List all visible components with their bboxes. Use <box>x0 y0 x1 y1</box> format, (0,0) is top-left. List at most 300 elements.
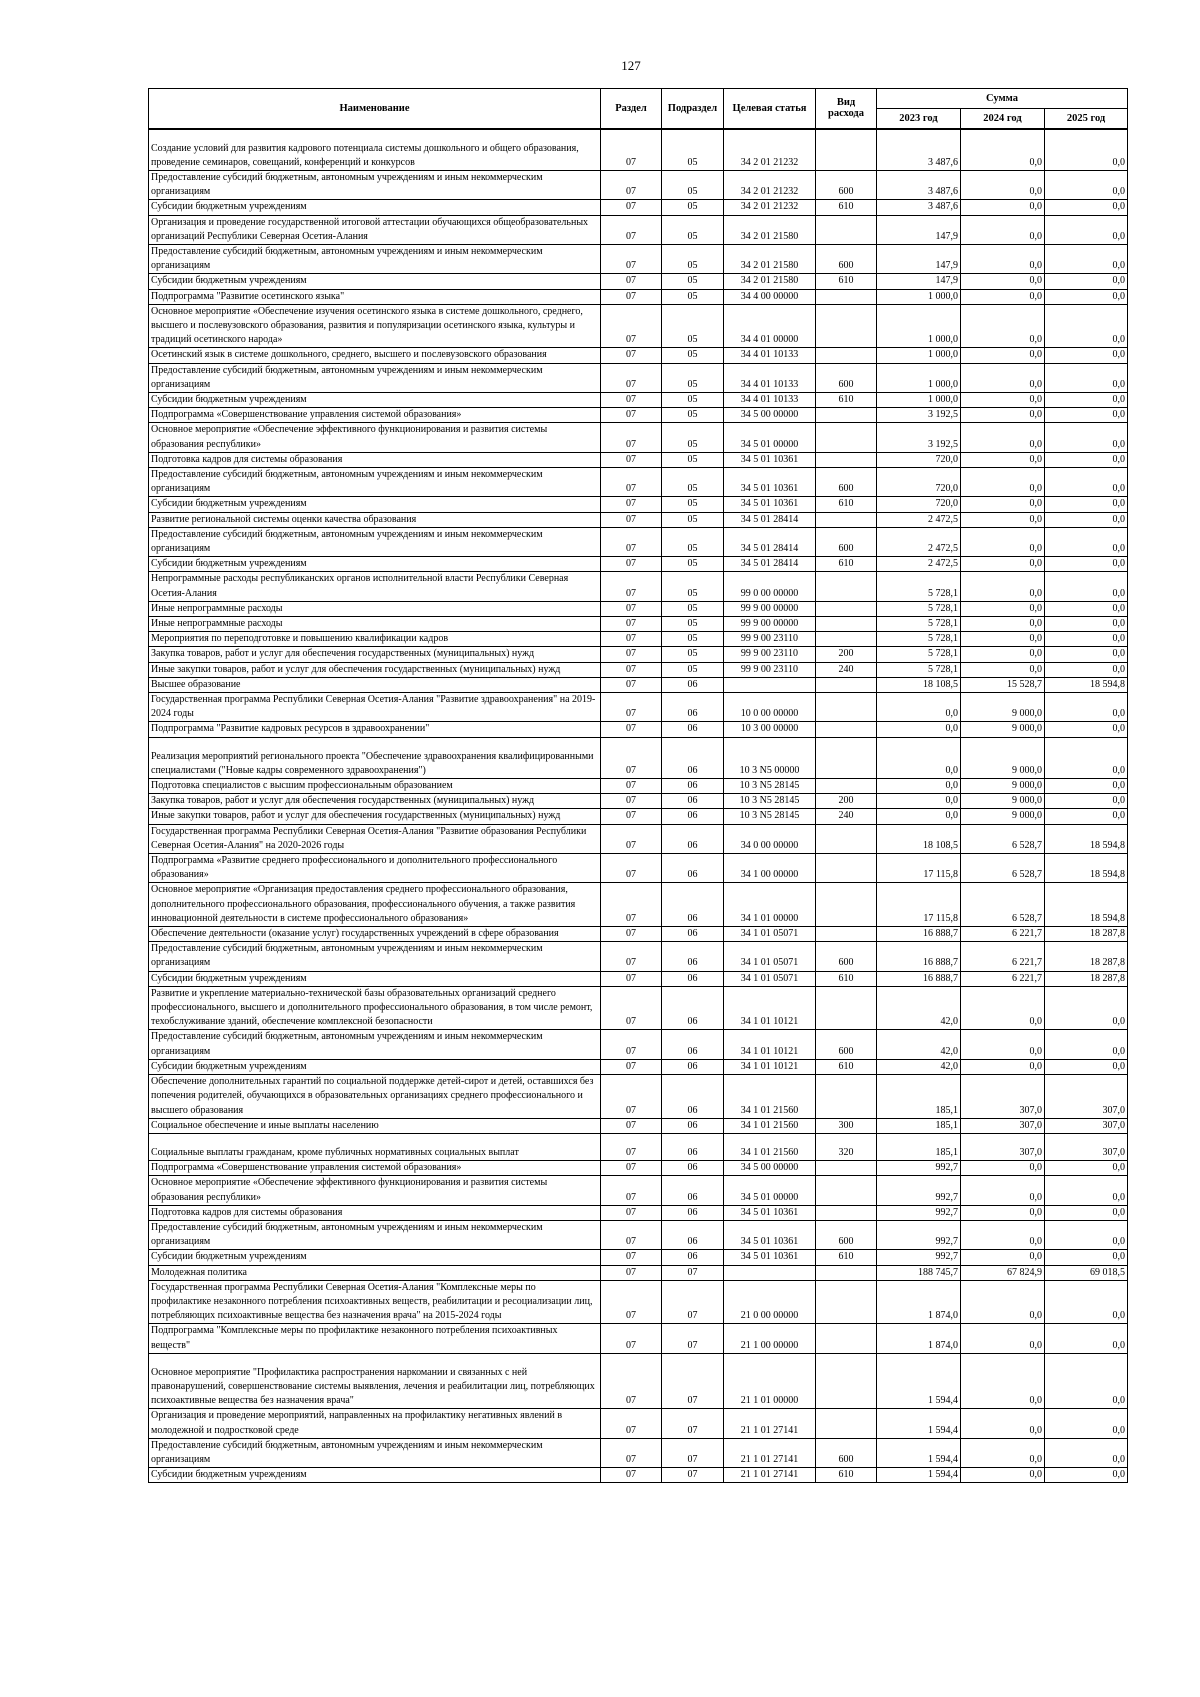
cell-section: 07 <box>601 601 662 616</box>
cell-target: 34 5 01 10361 <box>724 452 816 467</box>
table-row <box>149 854 1128 883</box>
cell-expense-type: 610 <box>816 557 877 572</box>
cell-section: 07 <box>601 809 662 824</box>
cell-2023: 992,7 <box>877 1220 961 1249</box>
table-row <box>149 1409 1128 1438</box>
cell-section: 07 <box>601 854 662 883</box>
cell-2024: 0,0 <box>961 1030 1045 1059</box>
cell-2023: 2 472,5 <box>877 557 961 572</box>
cell-expense-type <box>816 1324 877 1353</box>
table-row <box>149 423 1128 452</box>
cell-2023: 185,1 <box>877 1075 961 1119</box>
cell-name: Мероприятия по переподготовке и повышению квалификации кадров <box>149 632 601 647</box>
cell-2025: 0,0 <box>1045 557 1128 572</box>
cell-2024: 0,0 <box>961 557 1045 572</box>
cell-2023: 17 115,8 <box>877 883 961 927</box>
cell-target: 34 5 01 28414 <box>724 557 816 572</box>
cell-2023: 17 115,8 <box>877 854 961 883</box>
cell-2025: 307,0 <box>1045 1075 1128 1119</box>
cell-2024: 0,0 <box>961 1220 1045 1249</box>
cell-2025: 0,0 <box>1045 722 1128 737</box>
cell-2023: 1 594,4 <box>877 1409 961 1438</box>
cell-name: Подпрограмма «Развитие среднего профессионального и дополнительного профессионального образования» <box>149 854 601 883</box>
cell-expense-type <box>816 883 877 927</box>
cell-subsection: 06 <box>662 693 724 722</box>
cell-2025: 0,0 <box>1045 647 1128 662</box>
cell-expense-type <box>816 215 877 244</box>
cell-2023: 18 108,5 <box>877 824 961 853</box>
cell-2025: 0,0 <box>1045 662 1128 677</box>
cell-subsection: 06 <box>662 779 724 794</box>
cell-name: Подготовка кадров для системы образования <box>149 452 601 467</box>
cell-name: Подпрограмма «Совершенствование управления системой образования» <box>149 408 601 423</box>
cell-2024: 0,0 <box>961 647 1045 662</box>
cell-subsection: 06 <box>662 854 724 883</box>
cell-2023: 1 874,0 <box>877 1324 961 1353</box>
cell-2024: 0,0 <box>961 601 1045 616</box>
cell-expense-type <box>816 854 877 883</box>
table-row <box>149 467 1128 496</box>
cell-2025: 0,0 <box>1045 779 1128 794</box>
cell-2025: 0,0 <box>1045 244 1128 273</box>
table-row <box>149 942 1128 971</box>
cell-name: Организация и проведение мероприятий, направленных на профилактику негативных явлений в молодежной и подростковой среде <box>149 1409 601 1438</box>
cell-2025: 0,0 <box>1045 408 1128 423</box>
cell-expense-type <box>816 1265 877 1280</box>
cell-expense-type <box>816 452 877 467</box>
cell-2024: 0,0 <box>961 289 1045 304</box>
cell-section: 07 <box>601 1118 662 1133</box>
cell-2023: 188 745,7 <box>877 1265 961 1280</box>
cell-2023: 0,0 <box>877 779 961 794</box>
cell-expense-type: 600 <box>816 1220 877 1249</box>
cell-section: 07 <box>601 1030 662 1059</box>
cell-subsection: 06 <box>662 809 724 824</box>
cell-section: 07 <box>601 244 662 273</box>
cell-expense-type: 600 <box>816 467 877 496</box>
cell-target: 34 2 01 21580 <box>724 244 816 273</box>
cell-expense-type <box>816 737 877 778</box>
cell-2023: 0,0 <box>877 737 961 778</box>
cell-section: 07 <box>601 1280 662 1324</box>
cell-2025: 0,0 <box>1045 1059 1128 1074</box>
cell-target: 21 1 00 00000 <box>724 1324 816 1353</box>
cell-target: 34 4 01 10133 <box>724 348 816 363</box>
cell-2025: 18 287,8 <box>1045 927 1128 942</box>
cell-target: 34 2 01 21232 <box>724 170 816 199</box>
cell-subsection: 05 <box>662 274 724 289</box>
cell-2025: 0,0 <box>1045 1438 1128 1467</box>
cell-2025: 0,0 <box>1045 1409 1128 1438</box>
cell-name: Субсидии бюджетным учреждениям <box>149 274 601 289</box>
table-row <box>149 512 1128 527</box>
cell-target: 99 9 00 23110 <box>724 647 816 662</box>
cell-name: Организация и проведение государственной итоговой аттестации обучающихся общеобразовательных организаций Республики Северная Осетия-Алания <box>149 215 601 244</box>
cell-2025: 0,0 <box>1045 809 1128 824</box>
table-row <box>149 1265 1128 1280</box>
cell-2023: 992,7 <box>877 1205 961 1220</box>
cell-2024: 0,0 <box>961 1250 1045 1265</box>
cell-expense-type: 600 <box>816 527 877 556</box>
cell-name: Предоставление субсидий бюджетным, автономным учреждениям и иным некоммерческим организациям <box>149 942 601 971</box>
cell-2025: 0,0 <box>1045 1280 1128 1324</box>
cell-section: 07 <box>601 1409 662 1438</box>
cell-target: 34 1 01 00000 <box>724 883 816 927</box>
cell-subsection: 06 <box>662 1205 724 1220</box>
table-row <box>149 971 1128 986</box>
cell-name: Осетинский язык в системе дошкольного, среднего, высшего и послевузовского образования <box>149 348 601 363</box>
cell-2023: 720,0 <box>877 467 961 496</box>
cell-subsection: 05 <box>662 527 724 556</box>
cell-2025: 0,0 <box>1045 986 1128 1030</box>
cell-name: Подготовка кадров для системы образования <box>149 1205 601 1220</box>
cell-2025: 0,0 <box>1045 693 1128 722</box>
cell-2025: 307,0 <box>1045 1133 1128 1160</box>
cell-target: 10 3 N5 00000 <box>724 737 816 778</box>
cell-target: 34 5 00 00000 <box>724 408 816 423</box>
cell-subsection: 05 <box>662 601 724 616</box>
cell-name: Социальные выплаты гражданам, кроме публичных нормативных социальных выплат <box>149 1133 601 1160</box>
cell-section: 07 <box>601 971 662 986</box>
cell-section: 07 <box>601 512 662 527</box>
cell-section: 07 <box>601 1353 662 1409</box>
cell-subsection: 06 <box>662 986 724 1030</box>
cell-name: Обеспечение деятельности (оказание услуг) государственных учреждений в сфере образования <box>149 927 601 942</box>
cell-section: 07 <box>601 1133 662 1160</box>
cell-section: 07 <box>601 737 662 778</box>
table-row <box>149 883 1128 927</box>
cell-expense-type: 600 <box>816 942 877 971</box>
cell-2025: 18 594,8 <box>1045 883 1128 927</box>
cell-target: 34 4 00 00000 <box>724 289 816 304</box>
cell-2023: 42,0 <box>877 1030 961 1059</box>
cell-2024: 6 221,7 <box>961 971 1045 986</box>
cell-2024: 0,0 <box>961 632 1045 647</box>
cell-expense-type <box>816 129 877 171</box>
cell-section: 07 <box>601 794 662 809</box>
cell-2024: 6 221,7 <box>961 942 1045 971</box>
cell-2024: 0,0 <box>961 170 1045 199</box>
cell-2024: 0,0 <box>961 1280 1045 1324</box>
cell-subsection: 07 <box>662 1438 724 1467</box>
table-row <box>149 170 1128 199</box>
table-row <box>149 129 1128 171</box>
cell-subsection: 06 <box>662 677 724 692</box>
cell-target: 34 2 01 21580 <box>724 274 816 289</box>
cell-expense-type <box>816 572 877 601</box>
cell-expense-type: 200 <box>816 794 877 809</box>
cell-2024: 0,0 <box>961 423 1045 452</box>
cell-2023: 5 728,1 <box>877 572 961 601</box>
cell-name: Субсидии бюджетным учреждениям <box>149 497 601 512</box>
cell-2024: 0,0 <box>961 527 1045 556</box>
cell-name: Подготовка специалистов с высшим профессиональным образованием <box>149 779 601 794</box>
table-row <box>149 557 1128 572</box>
cell-subsection: 06 <box>662 1220 724 1249</box>
cell-2023: 147,9 <box>877 215 961 244</box>
cell-section: 07 <box>601 200 662 215</box>
cell-2025: 0,0 <box>1045 348 1128 363</box>
cell-subsection: 05 <box>662 215 724 244</box>
cell-target: 34 5 01 28414 <box>724 512 816 527</box>
cell-subsection: 05 <box>662 289 724 304</box>
cell-2023: 16 888,7 <box>877 942 961 971</box>
table-row <box>149 824 1128 853</box>
cell-name: Предоставление субсидий бюджетным, автономным учреждениям и иным некоммерческим организациям <box>149 467 601 496</box>
cell-target: 34 5 01 10361 <box>724 467 816 496</box>
cell-section: 07 <box>601 1250 662 1265</box>
cell-target: 34 1 01 21560 <box>724 1075 816 1119</box>
cell-2024: 0,0 <box>961 1438 1045 1467</box>
cell-subsection: 07 <box>662 1280 724 1324</box>
cell-2023: 1 000,0 <box>877 392 961 407</box>
cell-expense-type: 240 <box>816 809 877 824</box>
cell-2025: 0,0 <box>1045 1250 1128 1265</box>
cell-expense-type: 610 <box>816 200 877 215</box>
table-row <box>149 662 1128 677</box>
cell-2023: 1 000,0 <box>877 289 961 304</box>
cell-2025: 0,0 <box>1045 572 1128 601</box>
header-expense-type: Вид расхода <box>816 89 877 129</box>
cell-name: Обеспечение дополнительных гарантий по социальной поддержке детей-сирот и детей, оставшихся без попечения родителей, обучающихся в образовательных организациях среднего профессионального и высшего образования <box>149 1075 601 1119</box>
cell-2023: 0,0 <box>877 794 961 809</box>
table-row <box>149 1161 1128 1176</box>
table-row <box>149 737 1128 778</box>
cell-target: 34 1 01 05071 <box>724 942 816 971</box>
cell-2023: 16 888,7 <box>877 927 961 942</box>
cell-expense-type <box>816 512 877 527</box>
cell-target: 99 9 00 23110 <box>724 632 816 647</box>
cell-subsection: 06 <box>662 1161 724 1176</box>
cell-2025: 0,0 <box>1045 1205 1128 1220</box>
cell-name: Основное мероприятие "Профилактика распространения наркомании и связанных с ней правонарушений, совершенствование системы выявления, лечения и реабилитации лиц, потребляющих психоактивные вещества без назначения врача" <box>149 1353 601 1409</box>
cell-target <box>724 1265 816 1280</box>
cell-subsection: 07 <box>662 1468 724 1483</box>
cell-target: 34 1 00 00000 <box>724 854 816 883</box>
cell-target: 34 5 01 10361 <box>724 1205 816 1220</box>
cell-target: 34 5 01 10361 <box>724 497 816 512</box>
cell-subsection: 05 <box>662 200 724 215</box>
cell-2024: 0,0 <box>961 1353 1045 1409</box>
cell-2023: 1 594,4 <box>877 1438 961 1467</box>
cell-name: Высшее образование <box>149 677 601 692</box>
cell-2025: 0,0 <box>1045 392 1128 407</box>
cell-2024: 0,0 <box>961 1176 1045 1205</box>
cell-subsection: 05 <box>662 423 724 452</box>
table-row <box>149 1030 1128 1059</box>
cell-subsection: 05 <box>662 408 724 423</box>
cell-expense-type <box>816 1353 877 1409</box>
cell-2025: 0,0 <box>1045 497 1128 512</box>
header-2024: 2024 год <box>961 109 1045 129</box>
table-row <box>149 779 1128 794</box>
cell-name: Предоставление субсидий бюджетным, автономным учреждениям и иным некоммерческим организациям <box>149 1030 601 1059</box>
cell-2024: 0,0 <box>961 1324 1045 1353</box>
cell-name: Предоставление субсидий бюджетным, автономным учреждениям и иным некоммерческим организациям <box>149 170 601 199</box>
cell-subsection: 07 <box>662 1324 724 1353</box>
cell-2024: 307,0 <box>961 1118 1045 1133</box>
cell-2024: 9 000,0 <box>961 794 1045 809</box>
cell-subsection: 06 <box>662 971 724 986</box>
cell-subsection: 05 <box>662 363 724 392</box>
cell-2024: 6 528,7 <box>961 824 1045 853</box>
table-row <box>149 632 1128 647</box>
cell-2024: 0,0 <box>961 467 1045 496</box>
cell-2025: 0,0 <box>1045 467 1128 496</box>
table-row <box>149 647 1128 662</box>
cell-subsection: 06 <box>662 883 724 927</box>
cell-subsection: 06 <box>662 824 724 853</box>
cell-2023: 3 487,6 <box>877 129 961 171</box>
cell-target: 34 1 01 21560 <box>724 1118 816 1133</box>
cell-section: 07 <box>601 1161 662 1176</box>
cell-expense-type: 610 <box>816 1059 877 1074</box>
cell-subsection: 06 <box>662 1059 724 1074</box>
cell-2023: 0,0 <box>877 722 961 737</box>
cell-name: Иные закупки товаров, работ и услуг для обеспечения государственных (муниципальных) нужд <box>149 809 601 824</box>
cell-subsection: 06 <box>662 794 724 809</box>
table-header <box>149 89 1128 129</box>
cell-2023: 992,7 <box>877 1250 961 1265</box>
cell-section: 07 <box>601 883 662 927</box>
cell-2024: 0,0 <box>961 1205 1045 1220</box>
cell-target: 34 5 01 10361 <box>724 1220 816 1249</box>
cell-target: 10 3 N5 28145 <box>724 779 816 794</box>
cell-target <box>724 677 816 692</box>
cell-name: Основное мероприятие «Обеспечение эффективного функционирования и развития системы образования республики» <box>149 423 601 452</box>
cell-2024: 9 000,0 <box>961 737 1045 778</box>
cell-2024: 9 000,0 <box>961 722 1045 737</box>
cell-expense-type <box>816 348 877 363</box>
cell-2024: 0,0 <box>961 129 1045 171</box>
cell-2023: 3 192,5 <box>877 423 961 452</box>
cell-2025: 18 594,8 <box>1045 677 1128 692</box>
cell-expense-type: 200 <box>816 647 877 662</box>
page-number: 127 <box>621 58 641 73</box>
cell-2024: 0,0 <box>961 200 1045 215</box>
cell-target: 10 3 N5 28145 <box>724 809 816 824</box>
cell-section: 07 <box>601 1205 662 1220</box>
cell-section: 07 <box>601 1438 662 1467</box>
cell-2024: 0,0 <box>961 512 1045 527</box>
table-row <box>149 497 1128 512</box>
cell-target: 34 2 01 21232 <box>724 129 816 171</box>
cell-subsection: 05 <box>662 452 724 467</box>
cell-2023: 3 487,6 <box>877 170 961 199</box>
cell-expense-type <box>816 289 877 304</box>
cell-target: 10 3 00 00000 <box>724 722 816 737</box>
cell-expense-type <box>816 824 877 853</box>
cell-2023: 5 728,1 <box>877 601 961 616</box>
cell-name: Предоставление субсидий бюджетным, автономным учреждениям и иным некоммерческим организациям <box>149 1220 601 1249</box>
cell-subsection: 05 <box>662 497 724 512</box>
cell-expense-type <box>816 1075 877 1119</box>
cell-2025: 0,0 <box>1045 527 1128 556</box>
table-row <box>149 1118 1128 1133</box>
cell-name: Субсидии бюджетным учреждениям <box>149 557 601 572</box>
cell-target: 34 0 00 00000 <box>724 824 816 853</box>
cell-section: 07 <box>601 1265 662 1280</box>
cell-2024: 9 000,0 <box>961 809 1045 824</box>
header-name: Наименование <box>149 89 601 129</box>
cell-section: 07 <box>601 363 662 392</box>
cell-2024: 0,0 <box>961 617 1045 632</box>
cell-2023: 720,0 <box>877 497 961 512</box>
table-row <box>149 1133 1128 1160</box>
table-row <box>149 363 1128 392</box>
cell-2023: 16 888,7 <box>877 971 961 986</box>
cell-name: Закупка товаров, работ и услуг для обеспечения государственных (муниципальных) нужд <box>149 794 601 809</box>
cell-2025: 0,0 <box>1045 423 1128 452</box>
cell-name: Закупка товаров, работ и услуг для обеспечения государственных (муниципальных) нужд <box>149 647 601 662</box>
cell-2024: 0,0 <box>961 572 1045 601</box>
cell-section: 07 <box>601 722 662 737</box>
cell-target: 21 1 01 27141 <box>724 1409 816 1438</box>
cell-2025: 0,0 <box>1045 215 1128 244</box>
header-2023: 2023 год <box>877 109 961 129</box>
cell-2024: 9 000,0 <box>961 693 1045 722</box>
cell-2024: 0,0 <box>961 662 1045 677</box>
cell-subsection: 05 <box>662 572 724 601</box>
table-row <box>149 986 1128 1030</box>
cell-name: Иные непрограммные расходы <box>149 601 601 616</box>
cell-2025: 0,0 <box>1045 1176 1128 1205</box>
cell-expense-type <box>816 601 877 616</box>
cell-2023: 5 728,1 <box>877 632 961 647</box>
cell-expense-type: 610 <box>816 274 877 289</box>
cell-expense-type: 600 <box>816 1030 877 1059</box>
cell-2023: 992,7 <box>877 1161 961 1176</box>
table-row <box>149 408 1128 423</box>
cell-section: 07 <box>601 215 662 244</box>
cell-2024: 0,0 <box>961 408 1045 423</box>
cell-subsection: 06 <box>662 942 724 971</box>
cell-target: 34 5 01 00000 <box>724 1176 816 1205</box>
cell-subsection: 06 <box>662 1030 724 1059</box>
cell-expense-type <box>816 1176 877 1205</box>
cell-2024: 0,0 <box>961 497 1045 512</box>
table-row <box>149 809 1128 824</box>
cell-section: 07 <box>601 527 662 556</box>
cell-expense-type: 610 <box>816 497 877 512</box>
cell-expense-type <box>816 927 877 942</box>
cell-target: 34 2 01 21232 <box>724 200 816 215</box>
cell-section: 07 <box>601 423 662 452</box>
cell-name: Иные непрограммные расходы <box>149 617 601 632</box>
table-row <box>149 1353 1128 1409</box>
cell-name: Субсидии бюджетным учреждениям <box>149 971 601 986</box>
cell-target: 99 0 00 00000 <box>724 572 816 601</box>
cell-target: 34 4 01 10133 <box>724 363 816 392</box>
cell-section: 07 <box>601 1075 662 1119</box>
cell-expense-type: 610 <box>816 1250 877 1265</box>
cell-name: Реализация мероприятий регионального проекта "Обеспечение здравоохранения квалифицированными специалистами ("Новые кадры современного здравоохранения") <box>149 737 601 778</box>
cell-2025: 18 594,8 <box>1045 854 1128 883</box>
cell-section: 07 <box>601 824 662 853</box>
cell-section: 07 <box>601 1059 662 1074</box>
cell-subsection: 05 <box>662 632 724 647</box>
cell-2025: 0,0 <box>1045 1220 1128 1249</box>
cell-2024: 0,0 <box>961 348 1045 363</box>
cell-2024: 0,0 <box>961 304 1045 348</box>
cell-section: 07 <box>601 986 662 1030</box>
table-row <box>149 289 1128 304</box>
table-row <box>149 348 1128 363</box>
header-2025: 2025 год <box>1045 109 1128 129</box>
cell-2024: 0,0 <box>961 1161 1045 1176</box>
table-row <box>149 1176 1128 1205</box>
cell-target: 34 4 01 00000 <box>724 304 816 348</box>
